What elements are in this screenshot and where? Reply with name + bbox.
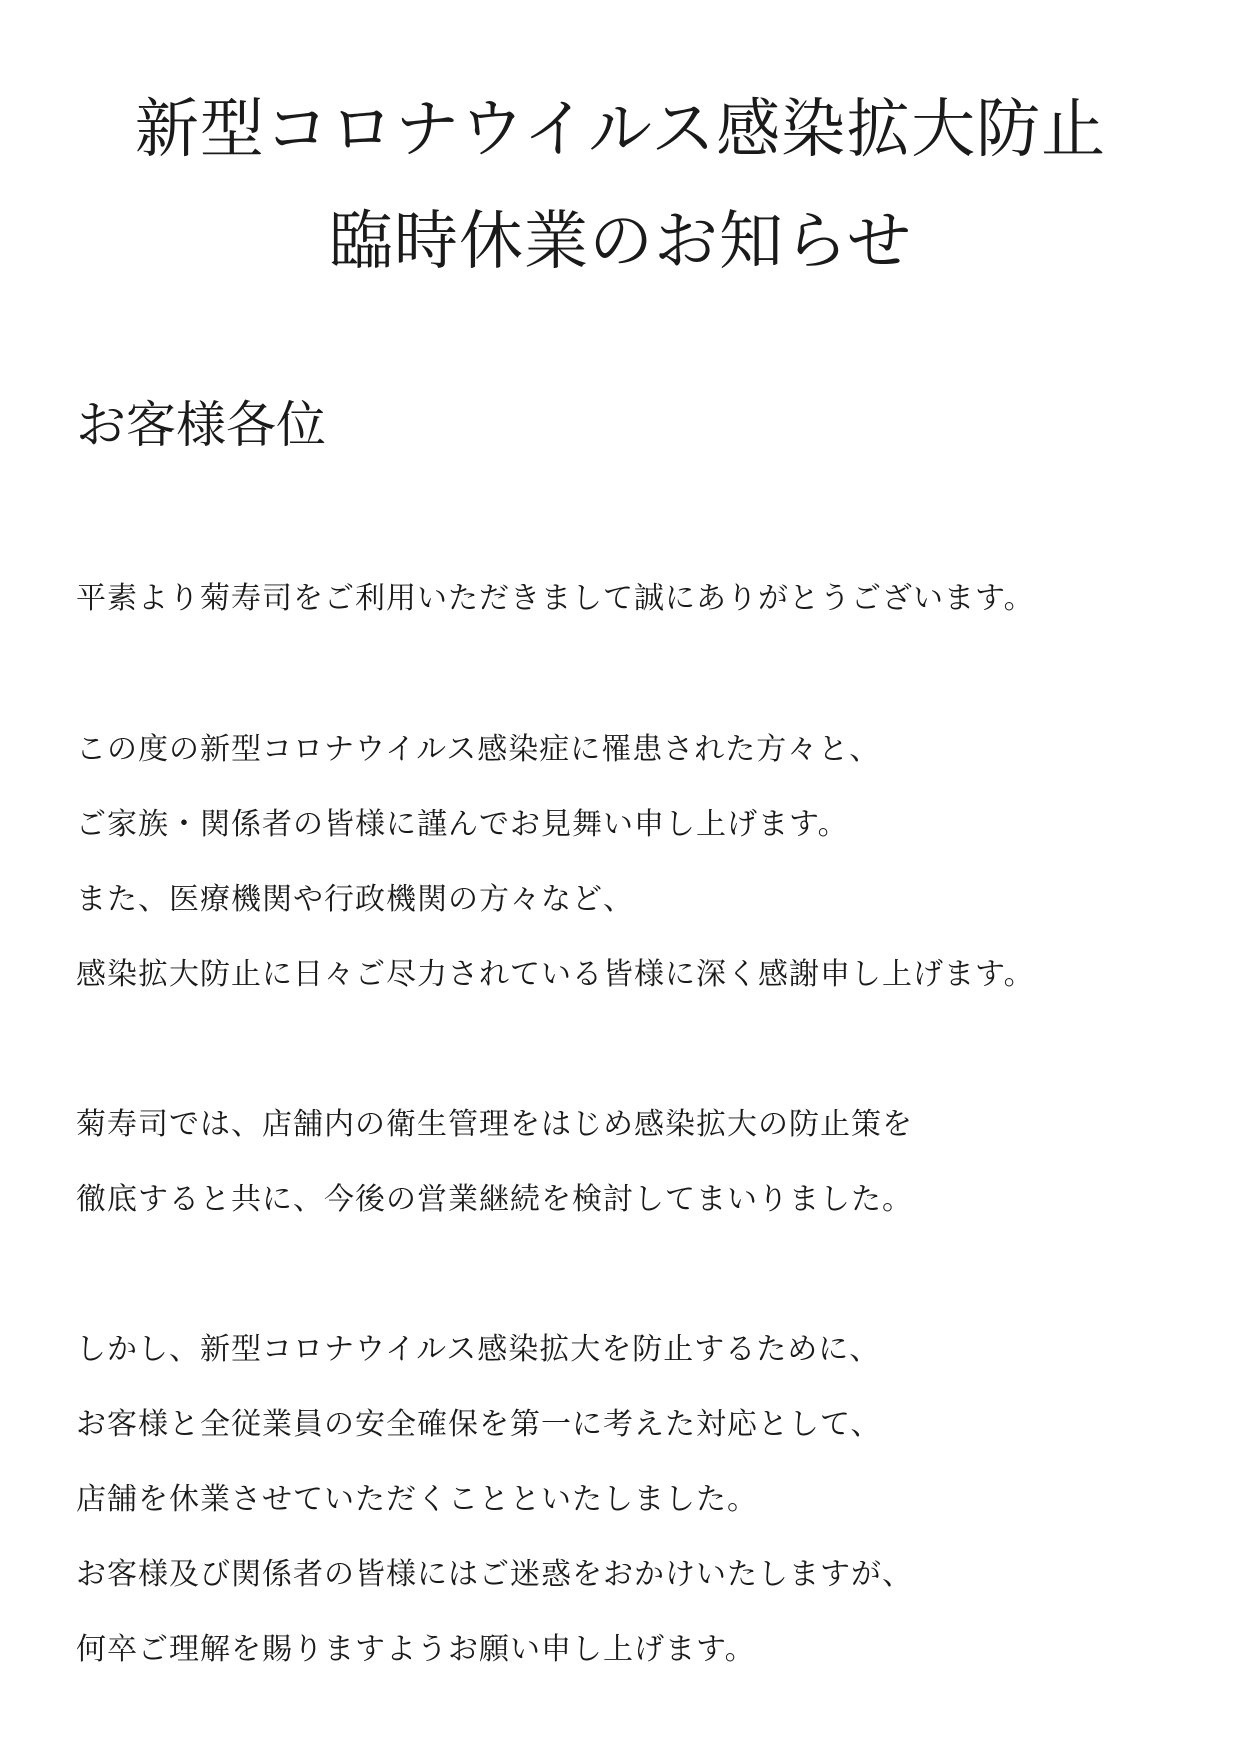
condolence-line-2: ご家族・関係者の皆様に謹んでお見舞い申し上げます。 xyxy=(76,807,849,842)
gratitude-line-1: また、医療機関や行政機関の方々など、 xyxy=(76,882,634,917)
condolence-line-1: この度の新型コロナウイルス感染症に罹患された方々と、 xyxy=(76,732,881,767)
notice-title-line-2: 臨時休業のお知らせ xyxy=(328,205,913,279)
gratitude-line-2: 感染拡大防止に日々ご尽力されている皆様に深く感謝申し上げます。 xyxy=(76,957,1035,992)
salutation: お客様各位 xyxy=(76,396,326,454)
greeting-line: 平素より菊寿司をご利用いただきまして誠にありがとうございます。 xyxy=(76,581,1035,616)
measures-line-2: 徹底すると共に、今後の営業継続を検討してまいりました。 xyxy=(76,1182,913,1217)
closure-line-4: お客様及び関係者の皆様にはご迷惑をおかけいたしますが、 xyxy=(76,1557,913,1592)
measures-line-1: 菊寿司では、店舗内の衛生管理をはじめ感染拡大の防止策を xyxy=(76,1107,913,1142)
closure-line-5: 何卒ご理解を賜りますようお願い申し上げます。 xyxy=(76,1632,756,1667)
closure-line-3: 店舗を休業させていただくことといたしました。 xyxy=(76,1482,758,1517)
closure-line-1: しかし、新型コロナウイルス感染拡大を防止するために、 xyxy=(76,1332,881,1367)
closure-line-2: お客様と全従業員の安全確保を第一に考えた対応として、 xyxy=(76,1407,882,1442)
notice-title-line-1: 新型コロナウイルス感染拡大防止 xyxy=(134,93,1107,167)
